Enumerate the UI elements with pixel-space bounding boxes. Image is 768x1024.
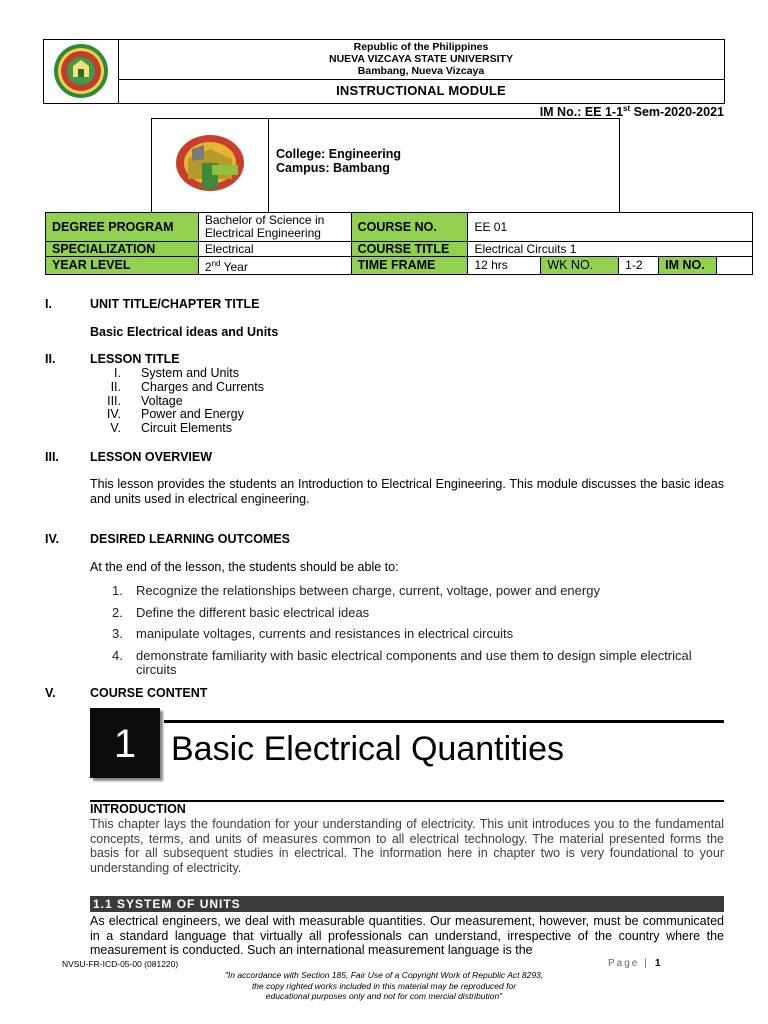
lesson-overview-text: This lesson provides the students an Introduction to Electrical Engineering. This module discusses the basic ideas and units used in electrical engineering. [90,477,724,506]
specialization-value: Electrical [198,242,351,257]
header-top-cell [118,40,724,80]
chapter-number: 1 [90,708,160,778]
introduction-heading: INTRODUCTION [90,802,186,816]
outcome-text: manipulate voltages, currents and resistances in electrical circuits [136,626,514,641]
course-no-label: COURSE NO. [351,213,468,242]
outcome-num: 4. [112,647,123,663]
system-of-units-text: As electrical engineers, we deal with measurable quantities. Our measurement, however, must be communicated in a standard language that virtually all professionals can understand, irrespective of the country where the measurement is conducted. Such an international measurement language is the [90,914,724,957]
list-item [90,367,264,381]
im-no-value [717,257,753,275]
lesson-num: II. [110,379,121,394]
list-item [112,584,724,599]
outcomes-list [112,584,724,685]
list-item [112,649,724,678]
degree-program-label: DEGREE PROGRAM [46,213,199,242]
im-number [540,104,724,119]
copyright-note-line: the copy righted works included in this material may be reproduced for [251,980,517,991]
table-row [46,257,753,275]
lesson-num: I. [114,366,121,380]
section-2-number: II. [45,352,56,366]
table-row [46,213,753,242]
im-number-suffix: Sem-2020-2021 [630,105,724,120]
program-info-table [45,212,753,275]
lesson-title: Circuit Elements [141,421,232,436]
college-name: College: Engineering [276,147,402,161]
outcome-num: 3. [112,626,123,641]
wk-no-label: WK NO. [541,257,619,275]
im-number-prefix: IM No.: EE 1-1 [539,105,624,120]
copyright-note-line: "In accordance with Section 185, Fair Use of a Copyright Work of Republic Act 8293, [224,970,544,980]
university-name: NUEVA VIZCAYA STATE UNIVERSITY [329,53,513,65]
year-level-sup: nd [211,259,221,268]
university-header [43,39,725,104]
section-3-title: LESSON OVERVIEW [90,450,213,464]
list-item [90,408,264,422]
wk-no-value: 1-2 [619,257,659,275]
campus-name: Campus: Bambang [276,161,390,175]
university-location: Bambang, Nueva Vizcaya [357,65,485,77]
outcome-num: 1. [112,583,123,598]
lesson-num: III. [107,393,121,408]
chapter-title: Basic Electrical Quantities [171,730,565,768]
engineering-college-logo-icon [152,119,268,213]
year-level-rest: Year [220,260,248,274]
section-1-number: I. [45,297,52,311]
list-item [90,395,264,409]
section-4-title: DESIRED LEARNING OUTCOMES [90,532,291,546]
outcome-text: Define the different basic electrical ideas [136,604,370,620]
lesson-title: System and Units [141,366,239,380]
lesson-title: Voltage [141,393,183,408]
course-no-value: EE 01 [468,213,753,242]
outcomes-lead: At the end of the lesson, the students should be able to: [90,560,399,574]
section-3-number: III. [45,450,59,464]
course-title-label: COURSE TITLE [351,242,468,257]
course-title-value: Electrical Circuits 1 [468,242,753,257]
header-logo-cell [44,40,119,103]
form-code: NVSU-FR-ICD-05-00 (081220) [62,959,179,969]
section-2-title: LESSON TITLE [90,352,180,366]
list-item [90,422,264,436]
lesson-num: V. [110,421,121,436]
time-frame-value: 12 hrs [468,257,541,275]
im-number-sup: st [623,104,631,113]
page-number: 1 [655,958,661,969]
republic-text: Republic of the Philippines [353,41,489,53]
section-5-number: V. [45,686,56,700]
list-item [112,606,724,621]
lesson-list [90,367,264,436]
university-seal-icon [44,40,118,103]
year-level-value [198,257,351,275]
specialization-label: SPECIALIZATION [46,242,199,257]
list-item [112,627,724,642]
lesson-title: Power and Energy [141,407,244,422]
college-info [276,147,401,175]
time-frame-label: TIME FRAME [351,257,468,275]
lesson-num: IV. [106,407,121,422]
page-label: Page | [608,958,649,969]
copyright-note [200,970,568,1002]
im-no-label: IM NO. [659,257,717,275]
introduction-text: This chapter lays the foundation for your understanding of electricity. This unit introduces you to the fundamental concepts, terms, and units of measures common to all electrical technology. The material presented forms the basis for all subsequent studies in electrical. The information here in chapter two is very foundational to your understanding of electricity. [90,817,724,875]
section-5-title: COURSE CONTENT [90,686,208,700]
college-logo-cell [152,119,269,213]
module-title: INSTRUCTIONAL MODULE [336,83,506,98]
section-1-title: UNIT TITLE/CHAPTER TITLE [90,297,260,311]
degree-program-value: Bachelor of Science in Electrical Engineering [198,213,351,242]
chapter-rule [164,720,724,723]
lesson-title: Charges and Currents [141,379,264,394]
outcome-text: demonstrate familiarity with basic electrical components and use them to design simple electrical circuits [136,647,692,677]
section-4-number: IV. [45,532,60,546]
copyright-note-line: educational purposes only and not for com mercial distribution" [265,991,503,1001]
list-item [90,381,264,395]
year-level-num: 2 [204,260,212,274]
college-box [151,118,620,212]
system-of-units-heading: 1.1 SYSTEM OF UNITS [90,896,724,912]
outcome-num: 2. [112,604,123,620]
table-row [46,242,753,257]
outcome-text: Recognize the relationships between charge, current, voltage, power and energy [136,583,600,598]
year-level-label: YEAR LEVEL [46,257,199,275]
unit-title: Basic Electrical ideas and Units [90,325,279,339]
